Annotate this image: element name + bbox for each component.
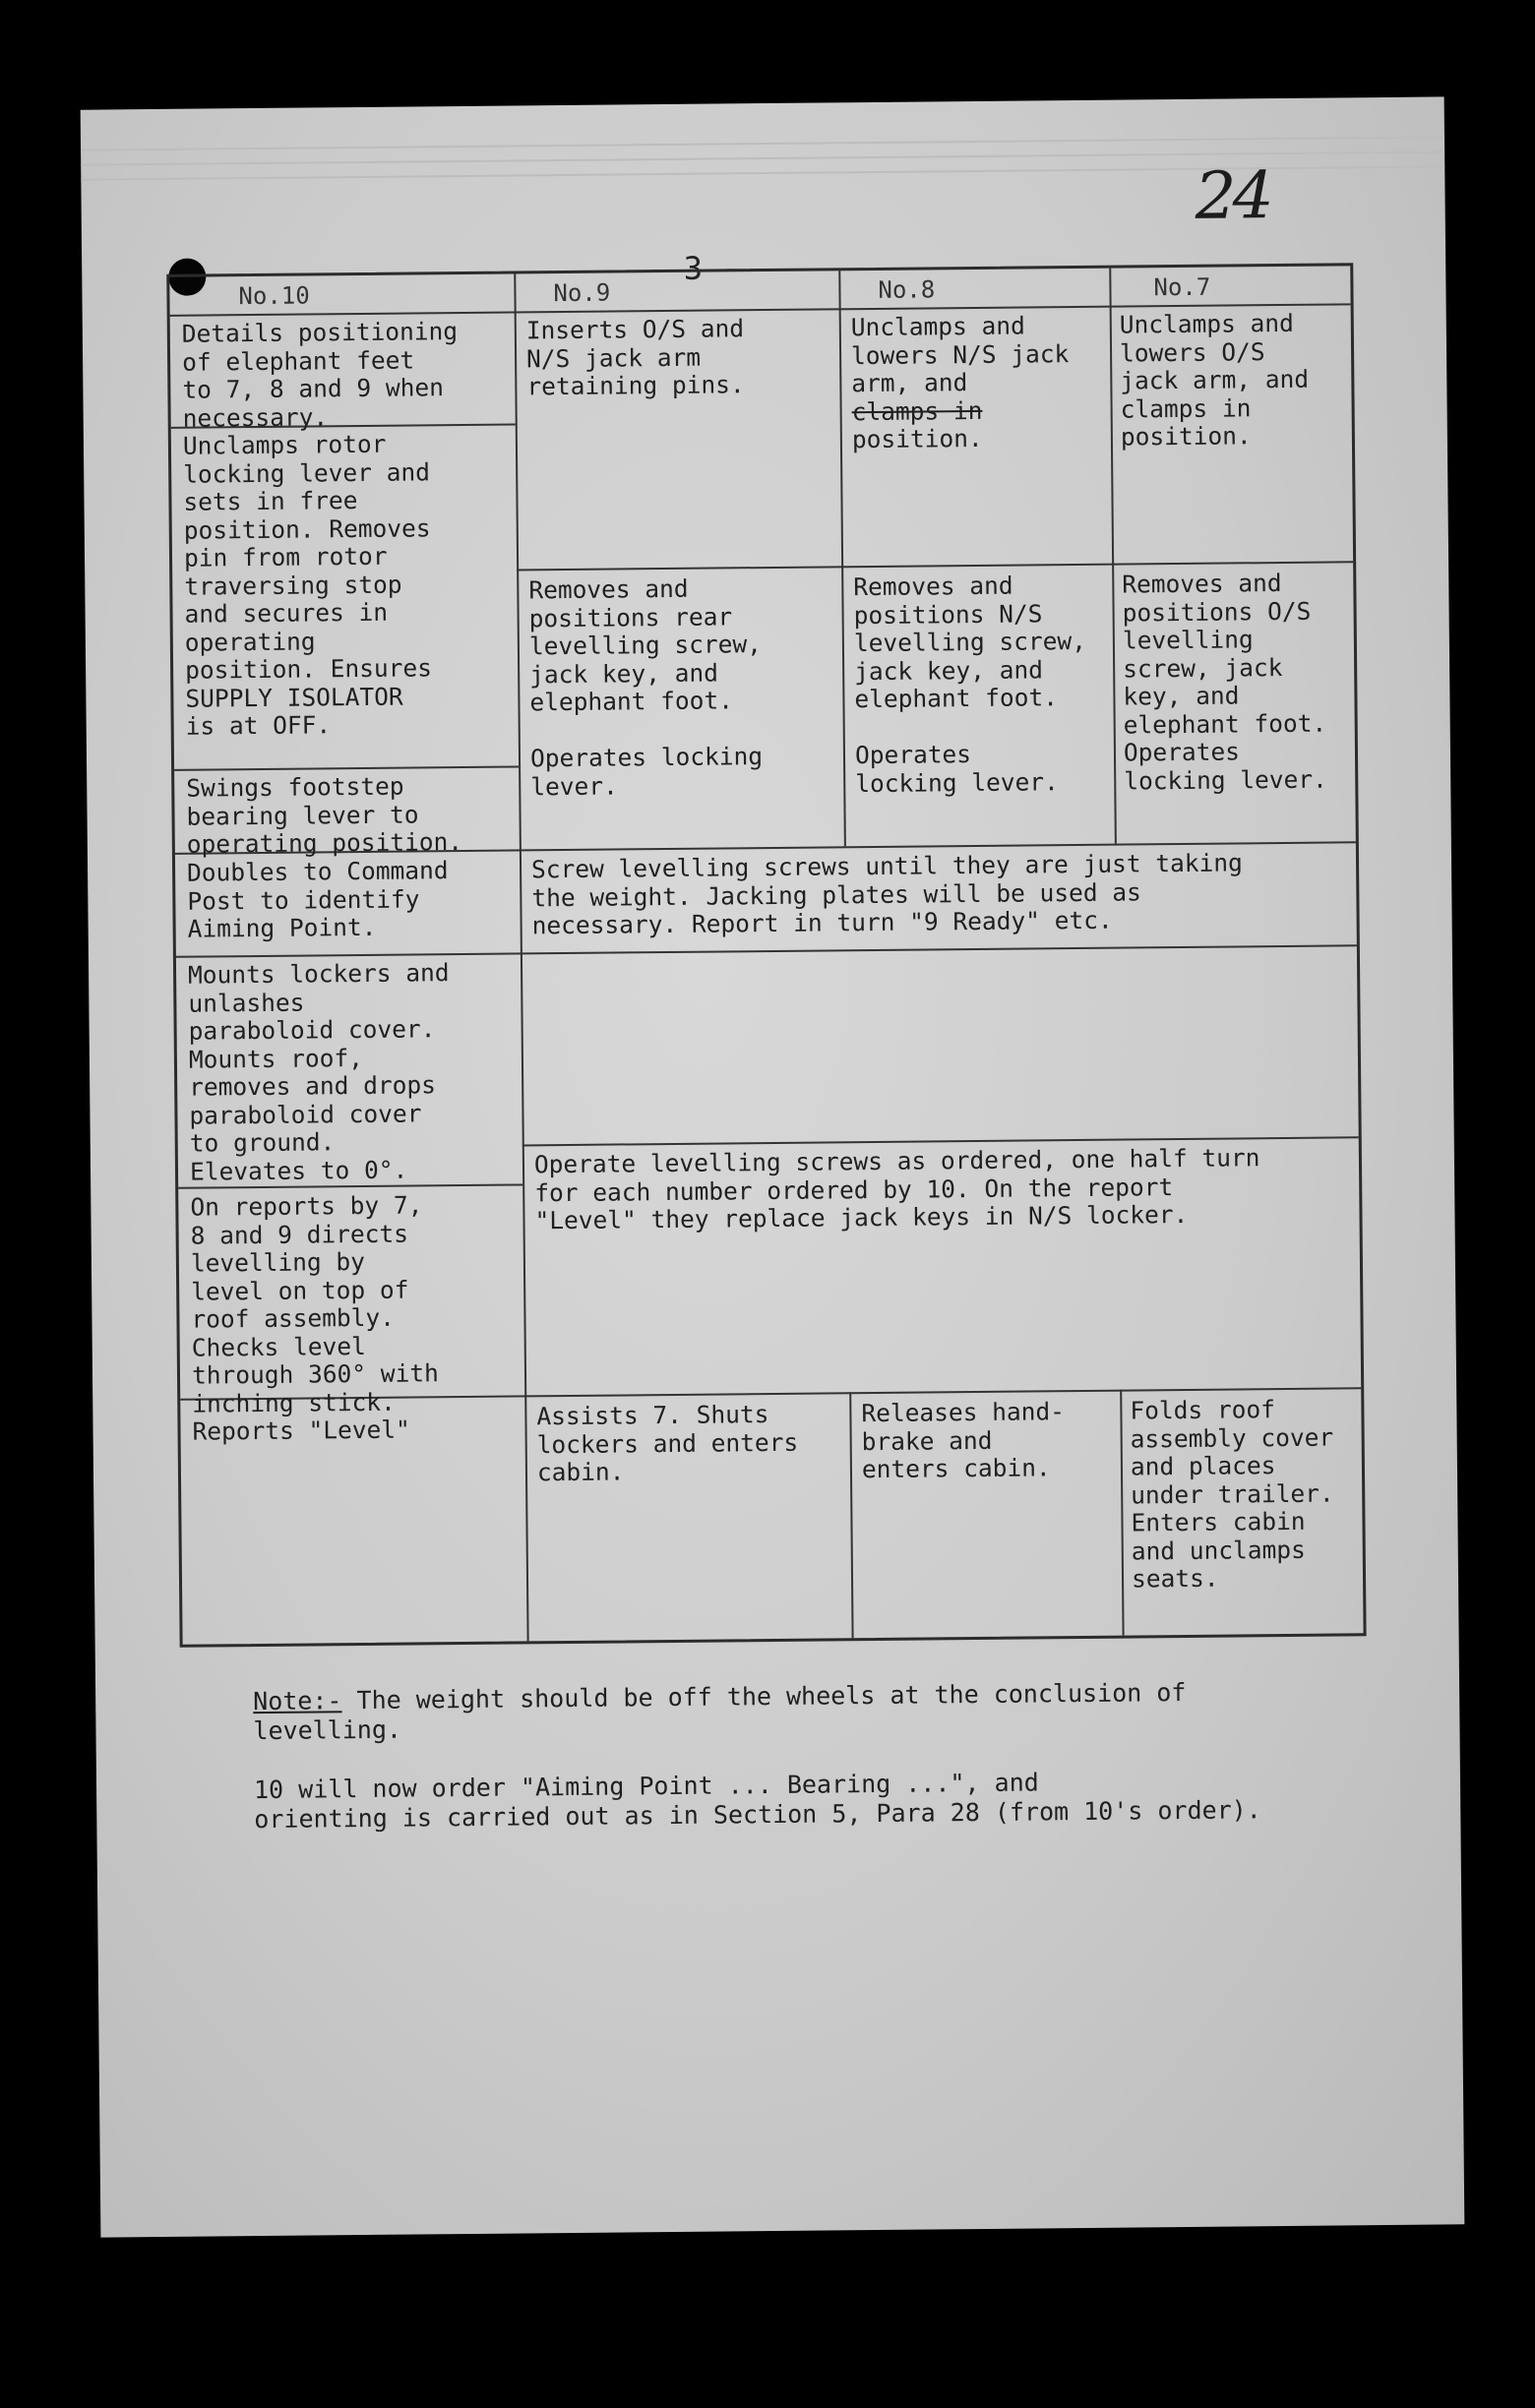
row6-no10-cell: On reports by 7, 8 and 9 directs levelling by level on top of roof assembly. Checks level through 360° with inching stick. Reports "Level" xyxy=(190,1190,439,1446)
row2-no10-cell: Unclamps rotor locking lever and sets in free position. Removes pin from rotor traversing stop and secures in operating position. Ensures SUPPLY ISOLATOR is at OFF. xyxy=(182,429,433,741)
row2-no8-cell: Removes and positions N/S levelling screw, jack key, and elephant foot. Operates locking lever. xyxy=(853,571,1087,798)
column-header-no8: No.8 xyxy=(878,275,936,304)
row1-no8-cell xyxy=(851,312,1071,454)
column-header-no9: No.9 xyxy=(553,278,611,308)
row1-no9-cell: Inserts O/S and N/S jack arm retaining pins. xyxy=(525,314,745,401)
row4-no10-cell: Doubles to Command Post to identify Aiming Point. xyxy=(186,856,449,943)
note-text-2: 10 will now order "Aiming Point ... Bearing ...", and orienting is carried out as in Section 5, Para 28 (from 10's order). xyxy=(253,1768,1261,1835)
row1-no10-cell: Details positioning of elephant feet to 7, 8 and 9 when necessary. xyxy=(181,317,459,433)
column-divider xyxy=(1120,1390,1124,1636)
row1-no8-text: Unclamps and lowers N/S jack arm, and xyxy=(850,311,1070,398)
row-divider xyxy=(176,944,1357,958)
note-block xyxy=(253,1677,1287,1835)
row7-no7-cell: Folds roof assembly cover and places under trailer. Enters cabin and unclamps seats. xyxy=(1130,1395,1334,1594)
row7-no9-cell: Assists 7. Shuts lockers and enters cabin. xyxy=(536,1400,799,1487)
ruled-line xyxy=(81,136,1444,150)
column-divider xyxy=(849,1392,853,1638)
row5-no10-cell: Mounts lockers and unlashes paraboloid cover. Mounts roof, removes and drops paraboloid cover to ground. Elevates to 0°. xyxy=(187,958,450,1186)
row6-span-cell: Operate levelling screws as ordered, one half turn for each number ordered by 10. On the report "Level" they replace jack keys in N/S locker. xyxy=(533,1143,1260,1235)
folio-number: 24 xyxy=(1195,157,1270,234)
struck-text: clamps in xyxy=(851,395,983,426)
row1-no7-cell: Unclamps and lowers O/S jack arm, and clamps in position. xyxy=(1119,308,1310,452)
row-divider xyxy=(174,765,519,770)
column-header-no10: No.10 xyxy=(238,281,310,311)
column-divider xyxy=(514,273,528,1641)
column-divider xyxy=(838,271,846,846)
row4-span-cell: Screw levelling screws until they are just taking the weight. Jacking plates will be used as necessary. Report in turn "9 Ready" etc. xyxy=(530,848,1243,940)
column-divider xyxy=(1109,269,1117,844)
row2-no9-cell: Removes and positions rear levelling screw, jack key, and elephant foot. Operates locking lever. xyxy=(528,573,764,801)
row1-no8-text-end: position. xyxy=(851,423,983,454)
note-text: The weight should be off the wheels at the conclusion of levelling. xyxy=(253,1677,1187,1746)
row3-no10-cell: Swings footstep bearing lever to operating position. xyxy=(186,771,463,859)
note-label: Note:- xyxy=(253,1686,342,1716)
duties-table xyxy=(166,263,1366,1648)
row2-no7-cell: Removes and positions O/S levelling screw, jack key, and elephant foot. Operates locking lever. xyxy=(1122,569,1327,796)
page-number: - 3 - xyxy=(645,249,741,288)
row7-no8-cell: Releases hand- brake and enters cabin. xyxy=(861,1397,1066,1484)
document-page xyxy=(81,96,1465,2237)
column-header-no7: No.7 xyxy=(1153,272,1211,302)
